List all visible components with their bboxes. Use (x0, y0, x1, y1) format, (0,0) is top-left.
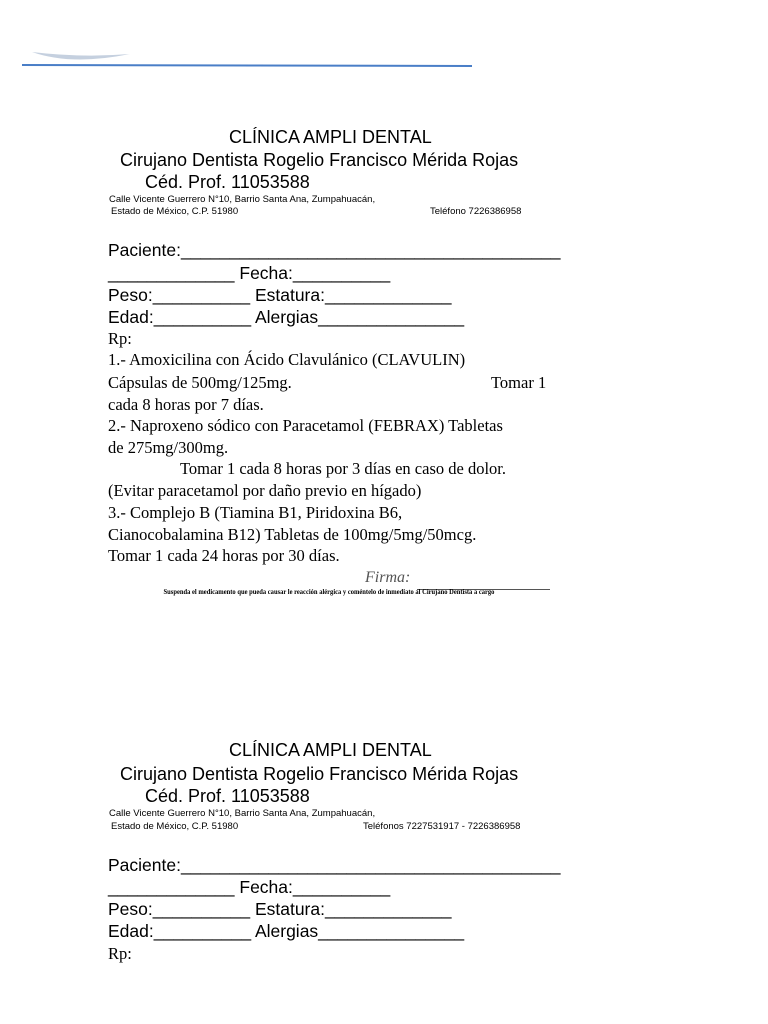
rx-line: de 275mg/300mg. (108, 438, 229, 457)
dentist-name: Cirujano Dentista Rogelio Francisco Mérida Rojas (120, 764, 519, 784)
rp-label: Rp: (108, 944, 132, 963)
address-line-2: Estado de México, C.P. 51980 (111, 206, 239, 217)
clinic-name: CLÍNICA AMPLI DENTAL (229, 740, 432, 760)
rx-line: Cápsulas de 500mg/125mg. (108, 373, 292, 392)
patient-field: Paciente:_______________________________________ (108, 240, 561, 260)
logo-underline (22, 65, 472, 66)
address-line-1: Calle Vicente Guerrero N°10, Barrio Santa Ana, Zumpahuacán, (109, 808, 376, 819)
rx-line: cada 8 horas por 7 días. (108, 395, 264, 414)
swoosh-logo-icon (22, 44, 474, 70)
signature-label: Firma: (365, 569, 411, 586)
phone: Teléfonos 7227531917 - 7226386958 (363, 821, 521, 832)
rx-line: 1.- Amoxicilina con Ácido Clavulánico (CLAVULIN) (108, 350, 466, 369)
rx-line: Tomar 1 (491, 373, 547, 392)
age-allergies-field: Edad:__________ Alergias_______________ (108, 921, 465, 941)
address-line-2: Estado de México, C.P. 51980 (111, 821, 239, 832)
weight-height-field: Peso:__________ Estatura:_____________ (108, 285, 452, 305)
age-allergies-field: Edad:__________ Alergias_______________ (108, 307, 465, 327)
rx-line: (Evitar paracetamol por daño previo en hígado) (108, 481, 422, 500)
rx-line: Tomar 1 cada 24 horas por 30 días. (108, 546, 340, 565)
weight-height-field: Peso:__________ Estatura:_____________ (108, 899, 452, 919)
phone: Teléfono 7226386958 (430, 206, 522, 217)
rp-label: Rp: (108, 329, 132, 348)
rx-line: Tomar 1 cada 8 horas por 3 días en caso de dolor. (180, 459, 506, 478)
address-line-1: Calle Vicente Guerrero N°10, Barrio Santa Ana, Zumpahuacán, (109, 194, 376, 205)
clinic-name: CLÍNICA AMPLI DENTAL (229, 127, 432, 147)
professional-license: Céd. Prof. 11053588 (145, 172, 310, 192)
date-field: _____________ Fecha:__________ (108, 877, 391, 897)
rx-line: Cianocobalamina B12) Tabletas de 100mg/5mg/50mcg. (108, 525, 477, 544)
logo-swoosh (32, 52, 130, 60)
disclaimer: Suspenda el medicamento que pueda causar le reacción alérgica y coméntelo de inmediato al Cirujano Dentista a cargo (163, 589, 495, 596)
dentist-name: Cirujano Dentista Rogelio Francisco Mérida Rojas (120, 150, 519, 170)
rx-line: 2.- Naproxeno sódico con Paracetamol (FEBRAX) Tabletas (108, 416, 503, 435)
rx-line: 3.- Complejo B (Tiamina B1, Piridoxina B6, (108, 503, 403, 522)
patient-field: Paciente:_______________________________________ (108, 855, 561, 875)
professional-license: Céd. Prof. 11053588 (145, 786, 310, 806)
date-field: _____________ Fecha:__________ (108, 263, 391, 283)
